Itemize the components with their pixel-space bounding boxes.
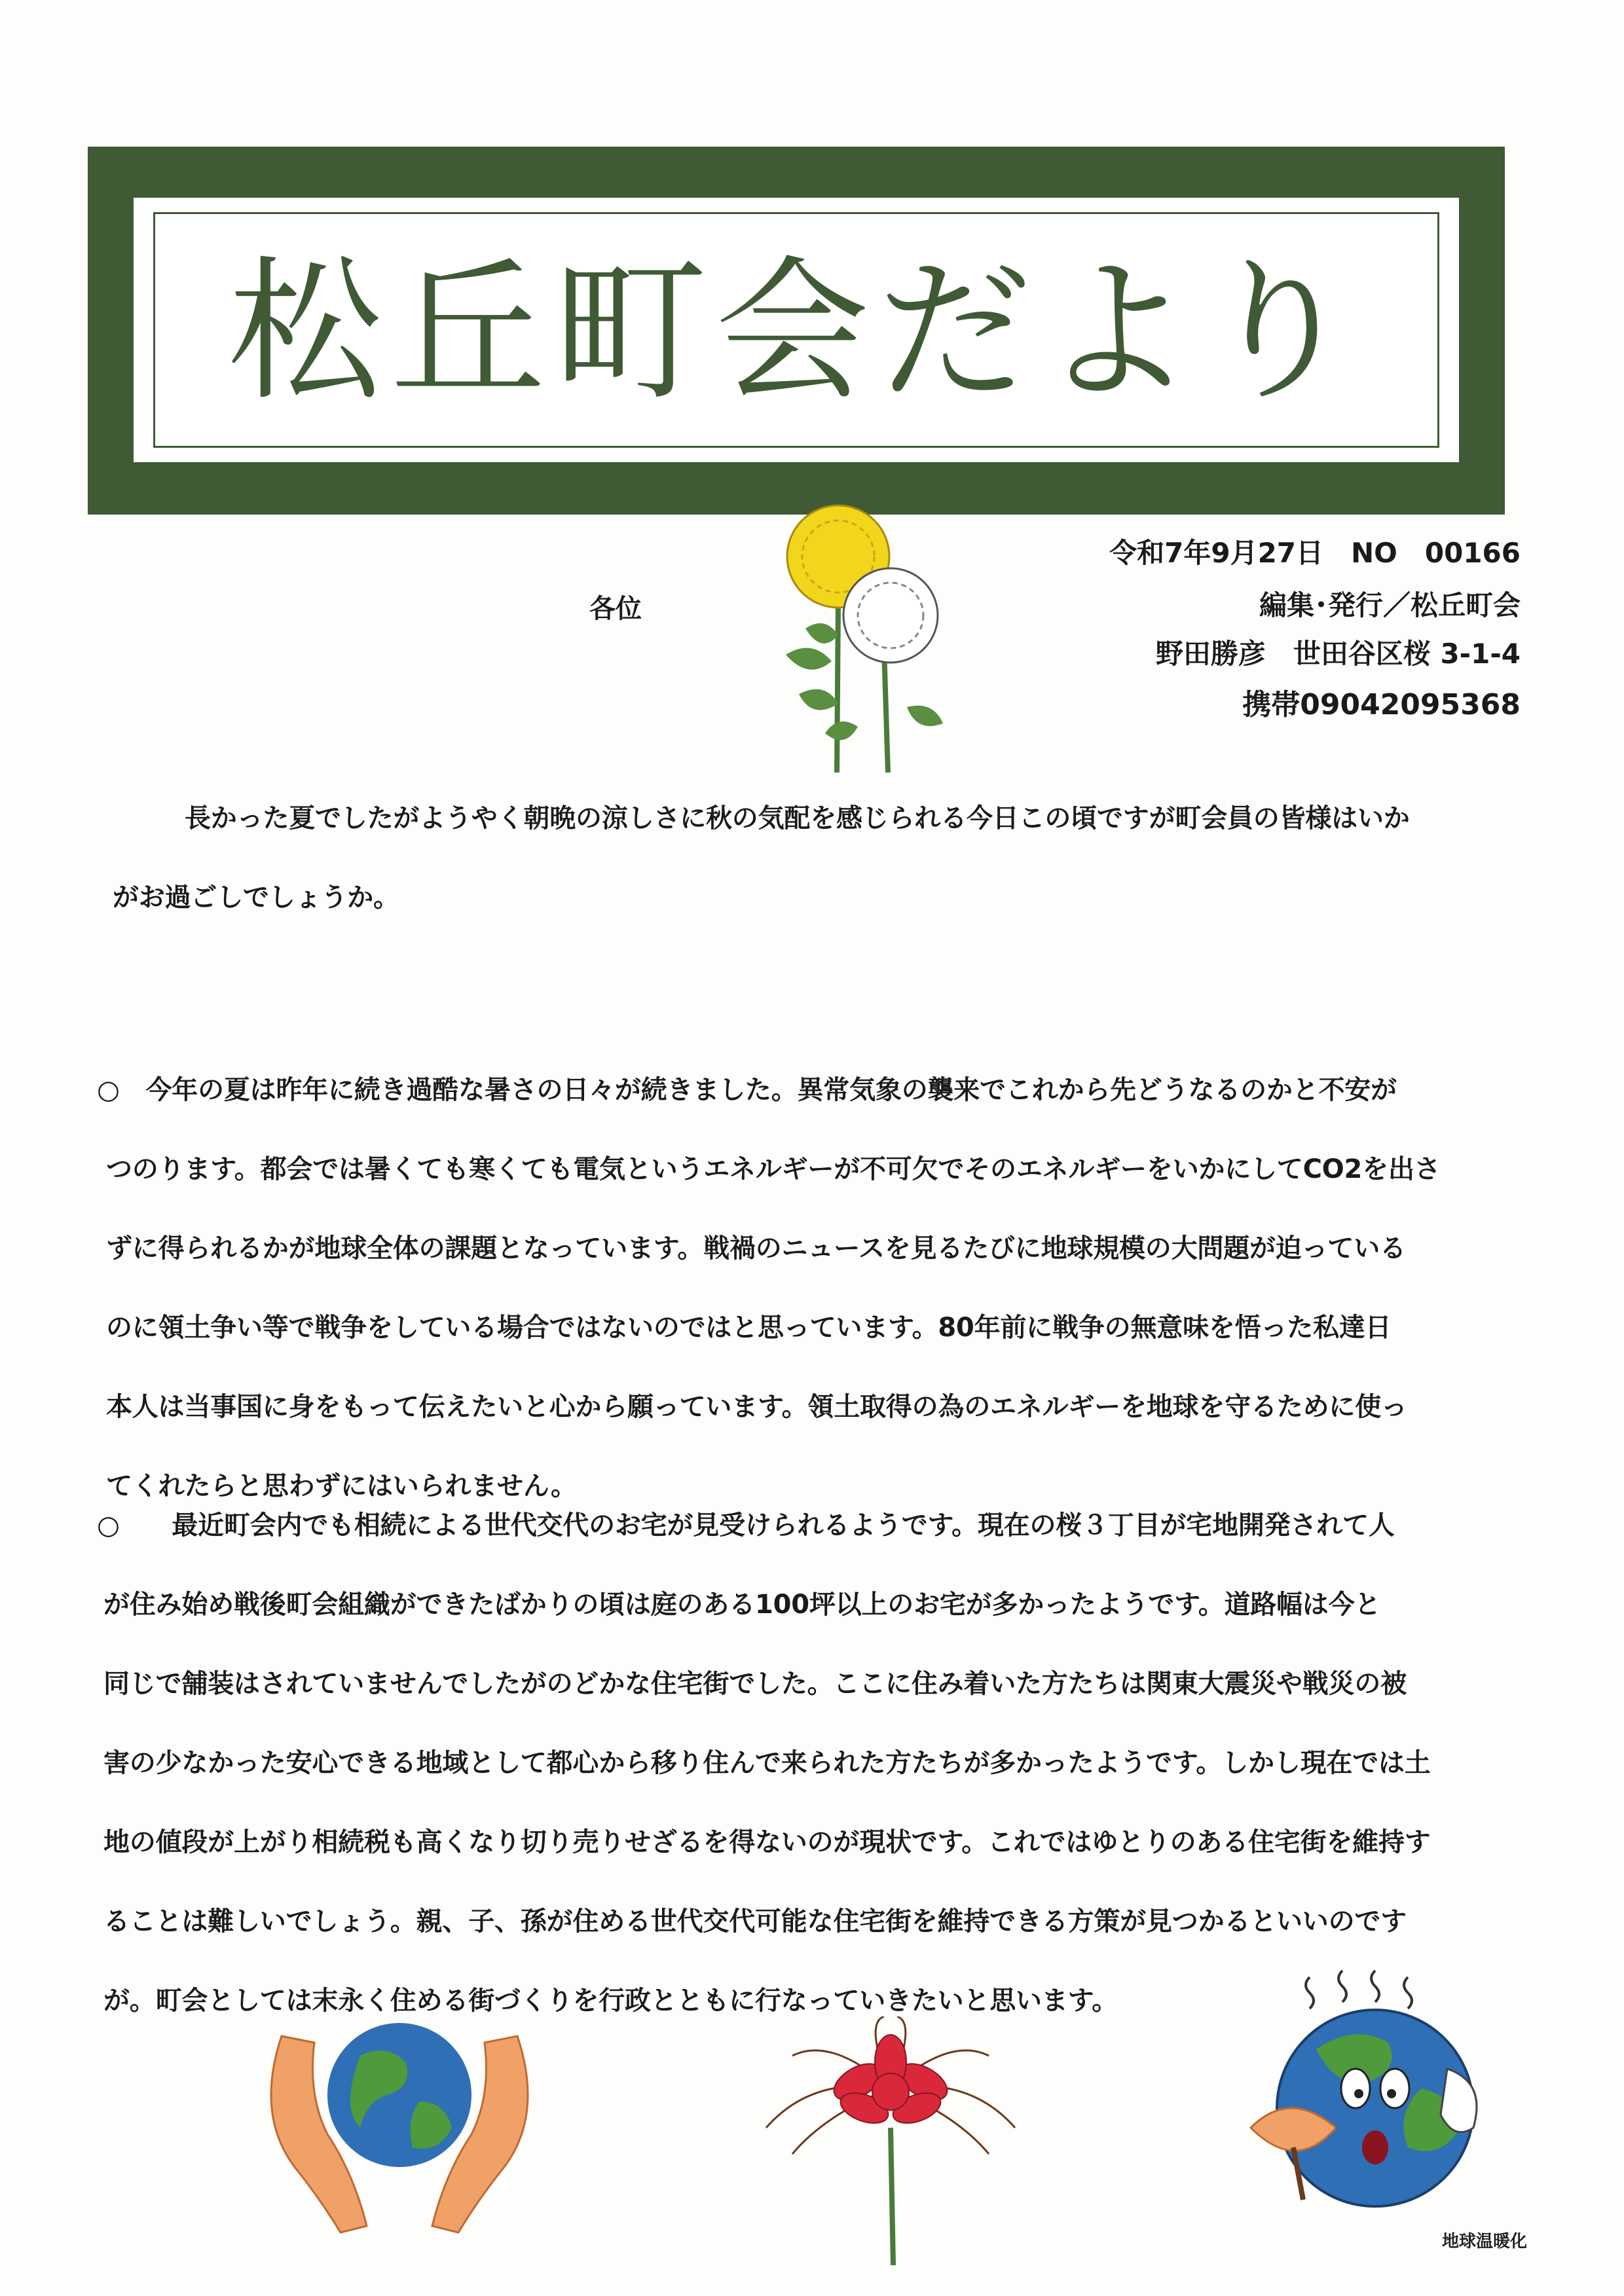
publisher: 編集･発行／松丘町会 (1259, 589, 1521, 621)
section-2-line: が。町会としては末永く住める街づくりを行政とともに行なっていきたいと思います。 (103, 1986, 1118, 2016)
section-2-line: 地の値段が上がり相続税も高くなり切り売りせざるを得ないのが現状です。これではゆとりのある住宅街を維持す (103, 1827, 1431, 1857)
section-1-line: のに領土争い等で戦争をしている場合ではないのではと思っています。80年前に戦争の無意味を悟った私達日 (106, 1313, 1392, 1343)
intro-line: 長かった夏でしたがようやく朝晩の涼しさに秋の気配を感じられる今日この頃ですが町会員の皆様はいか (185, 803, 1410, 833)
intro-paragraph (113, 779, 1538, 938)
section-2-line: ○ 最近町会内でも相続による世代交代のお宅が見受けられるようです。現在の桜３丁目が宅地開発されて人 (97, 1510, 1395, 1540)
section-2-line: 害の少なかった安心できる地域として都心から移り住んで来られた方たちが多かったようです。しかし現在では土 (103, 1748, 1431, 1778)
global-warming-caption: 地球温暖化 (1441, 2232, 1527, 2251)
section-1-line: 本人は当事国に身をもって伝えたいと心から願っています。領土取得の為のエネルギーを地球を守るために使っ (106, 1392, 1407, 1422)
section-1-line: つのります。都会では暑くても寒くても電気というエネルギーが不可欠でそのエネルギーをいかにしてCO2を出さ (106, 1154, 1441, 1184)
sweating-earth-illustration (1231, 1958, 1506, 2219)
intro-line: がお過ごしでしょうか。 (113, 883, 399, 913)
section-1-line: ずに得られるかが地球全体の課題となっています。戦禍のニュースを見るたびに地球規模の大問題が迫っている (106, 1233, 1406, 1264)
chrysanthemum-illustration (760, 491, 976, 779)
earth-in-hands-illustration (262, 2016, 537, 2239)
section-1-paragraph (97, 1051, 1518, 1526)
publisher-phone: 携帯09042095368 (1242, 688, 1521, 721)
section-2-line: 同じで舗装はされていませんでしたがのどかな住宅街でした。ここに住み着いた方たちは関東大震災や戦災の被 (103, 1669, 1407, 1699)
issue-date-number: 令和7年9月27日 NO 00166 (1109, 537, 1521, 569)
newsletter-title: 松丘町会だより (227, 242, 1365, 422)
recipient: 各位 (589, 594, 642, 624)
publisher-address: 野田勝彦 世田谷区桜 3-1-4 (1155, 638, 1521, 670)
section-2-line: が住み始め戦後町会組織ができたばかりの頃は庭のある100坪以上のお宅が多かったようです。道路幅は今と (103, 1590, 1381, 1620)
masthead-banner (88, 147, 1505, 515)
section-1-line: てくれたらと思わずにはいられません。 (106, 1471, 577, 1501)
masthead-frame (153, 212, 1439, 448)
red-spider-lily-illustration (753, 2016, 1028, 2265)
section-2-line: ることは難しいでしょう。親、子、孫が住める世代交代可能な住宅街を維持できる方策が見つかるといいのです (103, 1906, 1407, 1937)
section-1-line: ○ 今年の夏は昨年に続き過酷な暑さの日々が続きました。異常気象の襲来でこれから先どうなるのかと不安が (97, 1075, 1397, 1105)
